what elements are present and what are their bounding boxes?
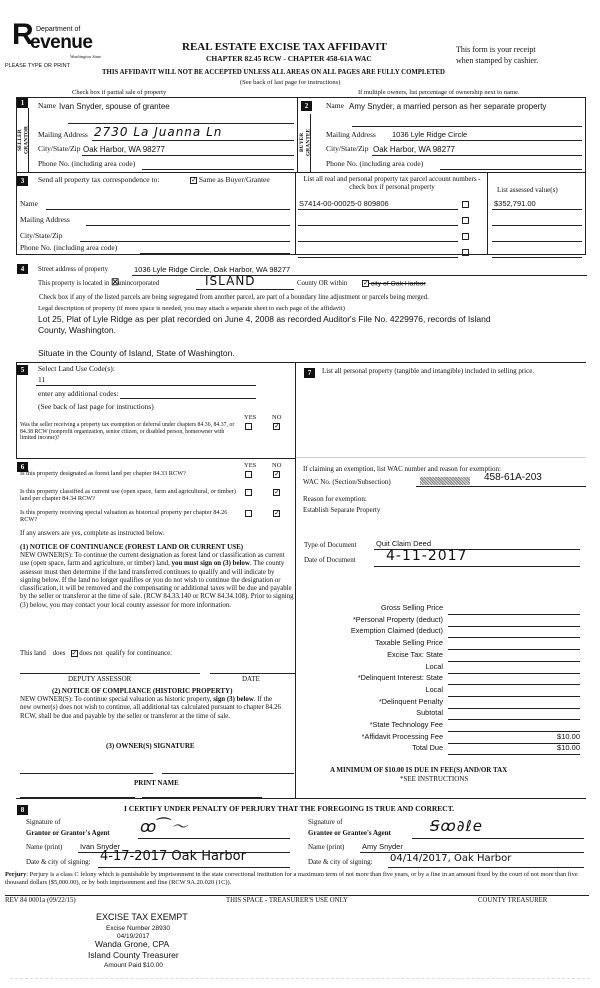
divider: [295, 172, 296, 255]
line: [196, 289, 294, 290]
fee-label: Total Due: [412, 743, 443, 753]
see-instructions: *SEE INSTRUCTIONS: [400, 775, 469, 783]
does-not-option: does not: [79, 650, 103, 658]
correspondence-mail-field: [86, 225, 290, 226]
perjury-note: [5, 871, 593, 887]
line: [298, 257, 458, 258]
please-type: PLEASE TYPE OR PRINT: [5, 63, 71, 69]
parcel-number-field[interactable]: S7414-00-00025-0 809806: [299, 199, 389, 208]
deputy-assessor-line: [20, 673, 200, 674]
location-row: [38, 277, 160, 288]
legal-description-line: Lot 25, Plat of Lyle Ridge as per plat recorded on June 4, 2008 as recorded Auditor's File No. 4229976, records of Island: [38, 314, 491, 324]
fee-label: Gross Selling Price: [380, 603, 443, 612]
label: Phone No. (including area code): [20, 243, 118, 252]
line: [448, 719, 580, 720]
label: Name: [20, 199, 38, 208]
fee-label: Taxable Selling Price: [375, 638, 443, 648]
label: WAC No. (Section/Subsection): [303, 478, 391, 486]
label: City/State/Zip: [38, 144, 81, 153]
logo-letter: R: [12, 18, 34, 51]
if-yes-note: If any answers are yes, complete as instructed below.: [20, 530, 165, 537]
no-checkbox[interactable]: ✓: [274, 469, 280, 478]
line: [298, 209, 458, 210]
personal-property-checkbox[interactable]: [462, 216, 469, 225]
seller-grantor-label: SELLER GRANTOR: [17, 126, 30, 155]
checked-box-icon[interactable]: ✓: [71, 649, 78, 657]
unincorporated-option: unincorporated: [118, 280, 160, 288]
county-treasurer-label: COUNTY TREASURER: [478, 897, 548, 904]
label: City/State/Zip: [326, 144, 369, 153]
same-as-buyer-checkbox[interactable]: [190, 176, 270, 185]
seller-name-field[interactable]: Ivan Snyder, spouse of grantee: [59, 102, 170, 111]
fee-label: Excise Tax: State: [387, 649, 443, 659]
parcel-header: List all real and personal property tax parcel account numbers - check box if personal property: [303, 175, 481, 192]
label: DEPUTY ASSESSOR: [68, 675, 132, 683]
owner-signature-title: (3) OWNER(S) SIGNATURE: [106, 742, 195, 750]
fee-label: Local: [425, 661, 443, 671]
line: [36, 385, 256, 386]
label: Signature of: [308, 818, 343, 826]
label: Mailing Address: [38, 130, 88, 139]
personal-property-checkbox[interactable]: [462, 232, 469, 241]
notice-compliance-title: (2) NOTICE OF COMPLIANCE (HISTORIC PROPERTY): [52, 687, 233, 695]
divider: [5, 895, 589, 896]
label: qualify for continuance.: [105, 650, 172, 658]
label: Street address of property: [38, 266, 109, 273]
line: [448, 708, 580, 709]
label: City/State/Zip: [20, 231, 63, 240]
label: Type of Document: [304, 541, 357, 549]
divider: [487, 172, 488, 255]
yes-checkbox[interactable]: [245, 470, 252, 479]
fee-label: *Delinquent Interest: State: [357, 673, 443, 683]
yes-header: YES: [244, 462, 257, 469]
receipt-note-2: when stamped by cashier.: [456, 56, 539, 65]
label: Same as Buyer/Grantee: [198, 175, 270, 184]
legal-description-line: Situate in the County of Island, State of Washington.: [38, 348, 235, 358]
correspondence-phone-field: [140, 253, 290, 254]
segregate-note: Check box if any of the listed parcels are being segregated from another parcel, are part of a boundary line adjustment or parcels being merged.: [39, 294, 429, 301]
line: [448, 649, 580, 650]
form-revision: REV 84 0001a (09/22/15): [5, 897, 76, 904]
stamp-exempt: EXCISE TAX EXEMPT: [96, 912, 188, 922]
stamp-amount-paid: Amount Paid $10.00: [104, 962, 163, 969]
redaction-mark: [420, 477, 470, 485]
yes-checkbox[interactable]: [245, 422, 252, 431]
line: [138, 838, 290, 839]
seller-city-field[interactable]: Oak Harbor, WA 98277: [83, 145, 165, 154]
line: [448, 614, 580, 615]
personal-property-checkbox[interactable]: [462, 248, 469, 257]
no-header: NO: [272, 462, 282, 469]
minimum-note: A MINIMUM OF $10.00 IS DUE IN FEE(S) AND/OR TAX: [330, 766, 508, 774]
label: Signature of: [26, 818, 61, 826]
label: Mailing Address: [20, 215, 70, 224]
receipt-note-1: This form is your receipt: [456, 45, 536, 54]
divider: [16, 458, 296, 459]
divider: [16, 362, 586, 363]
fee-label: Subtotal: [416, 708, 443, 718]
logo-state: Washington State: [70, 54, 102, 59]
stamp-excise-number: Excise Number 28930: [106, 925, 170, 932]
section-number: 1: [17, 98, 28, 108]
label: Phone No. (including area code): [38, 159, 136, 168]
section-number: 3: [17, 176, 28, 186]
grantor-name-field[interactable]: Ivan Snyder: [80, 842, 121, 851]
label: DATE: [242, 675, 260, 683]
label: city of Oak Harbor: [370, 280, 426, 288]
buyer-name-field[interactable]: Amy Snyder, a married person as her separate property: [349, 102, 547, 111]
label: enter any additional codes:: [38, 389, 119, 398]
section-number: 7: [304, 368, 315, 378]
fee-label: Exemption Claimed (deduct): [350, 626, 443, 636]
treasurer-space-label: THIS SPACE - TREASURER'S USE ONLY: [226, 897, 348, 904]
exemption-question: Was the seller receiving a property tax exemption or deferral under chapters 84.36, 84.37, or 84.38 RCW (nonprofit organization, senior citizen, or disabled person, homeowner with limited income)?: [20, 422, 235, 442]
line: [448, 661, 580, 662]
divider: [296, 457, 586, 458]
fee-value[interactable]: $10.00: [557, 731, 580, 741]
label: This property is located in: [38, 280, 110, 288]
divider: [16, 172, 586, 173]
personal-property-checkbox[interactable]: [462, 200, 469, 209]
fee-label: *State Technology Fee: [369, 720, 443, 729]
date-line: [210, 673, 295, 674]
document-type-field[interactable]: Quit Claim Deed: [376, 539, 432, 548]
line: [374, 566, 580, 567]
label: This land: [20, 650, 46, 658]
fee-label: Local: [425, 684, 443, 694]
yes-header: YES: [244, 414, 257, 421]
label: (See back of last page for instructions): [38, 402, 154, 411]
section-number: 5: [17, 365, 28, 375]
question-text: Is this property classified as current use (open space, farm and agricultural, or timber) land per chapter 84.34 RCW?: [20, 488, 236, 503]
line: [492, 209, 582, 210]
additional-codes-field: [120, 398, 256, 399]
text: . If the new owner(s) does not wish to continue, all additional tax calculated pursuant to chapter 84.26 RCW, shall be due and payable by the seller or transferor at the time of sale.: [20, 696, 282, 720]
wac-number-field[interactable]: 458-61A-203: [484, 472, 542, 483]
grantee-name-field[interactable]: Amy Snyder: [362, 842, 403, 851]
label: County OR within: [297, 280, 348, 287]
seller-phone-field: [142, 169, 294, 170]
does-option[interactable]: does: [52, 650, 66, 658]
line: [416, 486, 586, 487]
owner-signature-line: [162, 773, 294, 774]
warning: THIS AFFIDAVIT WILL NOT BE ACCEPTED UNLESS ALL AREAS ON ALL PAGES ARE FULLY COMPLETED: [102, 69, 445, 76]
label: Select Land Use Code(s):: [38, 364, 115, 373]
line: [92, 140, 294, 141]
exemption-label: If claiming an exemption, list WAC number and reason for exemption:: [303, 465, 501, 473]
fee-label: *Personal Property (deduct): [352, 614, 443, 624]
buyer-grantee-label: BUYER GRANTEE: [299, 128, 312, 156]
label: Phone No. (including area code): [326, 159, 424, 168]
text: : Perjury is a class C felony which is punishable by imprisonment in the state correctional institution for a maximum term of not more than five years, or by a fine in an amount fixed by the court of not more than five thousand dollars ($5,000.00), or by both imprisonment and fine (RCW 9A.20.020 (1C)).: [5, 871, 578, 886]
legal-description-line: County, Washington.: [38, 325, 116, 335]
owner-signature-line: [20, 773, 153, 774]
notice-continuance-text: [20, 552, 294, 610]
label: Date & city of signing:: [26, 858, 91, 866]
label: Name (print): [308, 843, 345, 851]
label: Perjury: [5, 871, 27, 878]
city-option[interactable]: [362, 280, 426, 288]
line: [298, 225, 458, 226]
correspondence-city-field: [80, 241, 290, 242]
line: [388, 867, 584, 868]
section-number: 6: [17, 462, 28, 472]
stamp-date: 04/19/2017: [117, 933, 150, 940]
label: Name (print): [26, 843, 63, 851]
question-text: Is this property designated as forest land per chapter 84.33 RCW?: [20, 470, 186, 477]
text: sign (3) below: [213, 696, 254, 703]
exemption-reason-field[interactable]: Establish Separate Property: [303, 506, 381, 514]
line: [448, 684, 580, 685]
fee-label: *Delinquent Penalty: [378, 696, 443, 706]
label: Reason for exemption:: [303, 495, 367, 503]
label: Grantee or Grantee's Agent: [308, 829, 391, 837]
label: Date of Document: [304, 556, 356, 564]
no-checkbox[interactable]: ✓: [274, 508, 280, 517]
county-field[interactable]: ISLAND: [205, 274, 256, 288]
fee-value[interactable]: $10.00: [557, 743, 580, 753]
line: [492, 241, 582, 242]
label: Date & city of signing:: [308, 858, 373, 866]
form-title: REAL ESTATE EXCISE TAX AFFIDAVIT: [182, 41, 387, 53]
continuance-row: [20, 650, 172, 658]
line: [390, 140, 582, 141]
seller-mailing-address-field[interactable]: 2730 La Juanna Ln: [94, 125, 223, 139]
send-correspondence-label: Send all property tax correspondence to:: [38, 175, 160, 184]
label: PRINT NAME: [134, 779, 179, 787]
stamp-office: Island County Treasurer: [88, 950, 179, 960]
notice-continuance-title: (1) NOTICE OF CONTINUANCE (FOREST LAND OR CURRENT USE): [20, 543, 244, 551]
partial-sale-label: Check box if partial sale of property: [72, 89, 167, 96]
see-back: (See back of last page for instructions): [240, 79, 341, 86]
no-checkbox[interactable]: ✓: [274, 421, 280, 430]
correspondence-name-field: [46, 209, 290, 210]
text: NEW OWNER(S): To continue special valuation as historic property,: [20, 696, 214, 703]
notice-compliance-text: [20, 696, 282, 721]
assessed-value-header: List assessed value(s): [497, 186, 558, 194]
checked-box-icon: ✓: [191, 175, 197, 184]
text: you must sign on (3) below: [171, 560, 250, 568]
grantee-signature[interactable]: Ꞩꝏ∂ℓe: [430, 817, 483, 835]
line: [492, 257, 582, 258]
line: [448, 626, 580, 627]
logo-dept: Department of: [36, 26, 81, 33]
line: [68, 123, 294, 124]
line: [412, 838, 584, 839]
logo-word: evenue: [30, 32, 93, 53]
legal-description-label: Legal description of property (if more space is needed, you may attach a separate sheet to each page of the affidavit): [38, 305, 345, 312]
land-use-code-field[interactable]: 11: [38, 375, 46, 384]
form-subtitle: CHAPTER 82.45 RCW - CHAPTER 458-61A WAC: [206, 54, 372, 63]
fee-label: *Affidavit Processing Fee: [361, 731, 443, 741]
buyer-city-field[interactable]: Oak Harbor, WA 98277: [373, 145, 455, 154]
document-date-field[interactable]: 4-11-2017: [386, 548, 468, 564]
checked-box-icon: ✓: [363, 280, 369, 287]
yes-checkbox[interactable]: [245, 509, 252, 518]
label: Name: [38, 101, 56, 110]
grantee-date-city-field[interactable]: 04/14/2017, Oak Harbor: [390, 853, 512, 864]
label: Grantor or Grantor's Agent: [26, 829, 110, 837]
line: [492, 225, 582, 226]
line: [448, 673, 580, 674]
label: Name: [326, 101, 344, 110]
line: [132, 275, 587, 276]
section-number: 4: [17, 264, 28, 274]
line: [82, 155, 294, 156]
label: Mailing Address: [326, 130, 376, 139]
scan-artifact: [10, 978, 590, 979]
line: [448, 637, 580, 638]
line: [372, 155, 582, 156]
property-street-field[interactable]: 1036 Lyle Ridge Circle, Oak Harbor, WA 98277: [134, 265, 291, 274]
buyer-mailing-address-field[interactable]: 1036 Lyle Ridge Circle: [392, 130, 468, 139]
divider: [16, 798, 586, 799]
x-checked-box-icon[interactable]: ☒: [111, 277, 120, 287]
text: . The county assessor must then determine if the land transferred continues to qualify and will indicate by signing below. If the land no longer qualifies or you do not wish to continue the designation or classification, it will be removed and the compensating or additional taxes will be due and payable by the seller or transferor at the time of sale. (RCW 84.33.140 or RCW 84.34.108). Prior to signing (3) below, you may contact your local county assessor for more information.: [20, 560, 294, 609]
buyer-phone-field: [440, 169, 582, 170]
no-header: NO: [272, 414, 282, 421]
divider: [295, 362, 296, 798]
personal-property-label: List all personal property (tangible and intangible) included in selling price.: [322, 367, 535, 375]
divider: [16, 362, 17, 459]
grantor-signature[interactable]: ꝏ⁀〜: [140, 817, 189, 836]
text: NEW OWNER(S): To continue the current designation as forest land or classification as current use (open space, farm and agriculture, or timber) land,: [20, 552, 285, 568]
question-text: Is this property receiving special valuation as historical property per chapter 84.26 RCW?: [20, 509, 228, 524]
line: [448, 696, 580, 697]
line: [98, 867, 290, 868]
stamp-name: Wanda Grone, CPA: [95, 939, 170, 949]
yes-checkbox[interactable]: [245, 488, 252, 497]
section-number: 8: [17, 805, 28, 815]
line: [448, 754, 580, 755]
no-checkbox[interactable]: ✓: [274, 487, 280, 496]
line: [298, 241, 458, 242]
assessed-value-field[interactable]: $352,791.00: [494, 199, 536, 208]
certification-statement: I CERTIFY UNDER PENALTY OF PERJURY THAT THE FOREGOING IS TRUE AND CORRECT.: [124, 804, 455, 813]
line: [352, 126, 582, 127]
grantor-date-city-field[interactable]: 4-17-2017 Oak Harbor: [100, 849, 246, 864]
multiple-owners-note: If multiple owners, list percentage of ownership next to name.: [358, 89, 520, 96]
section-number: 2: [301, 101, 312, 111]
